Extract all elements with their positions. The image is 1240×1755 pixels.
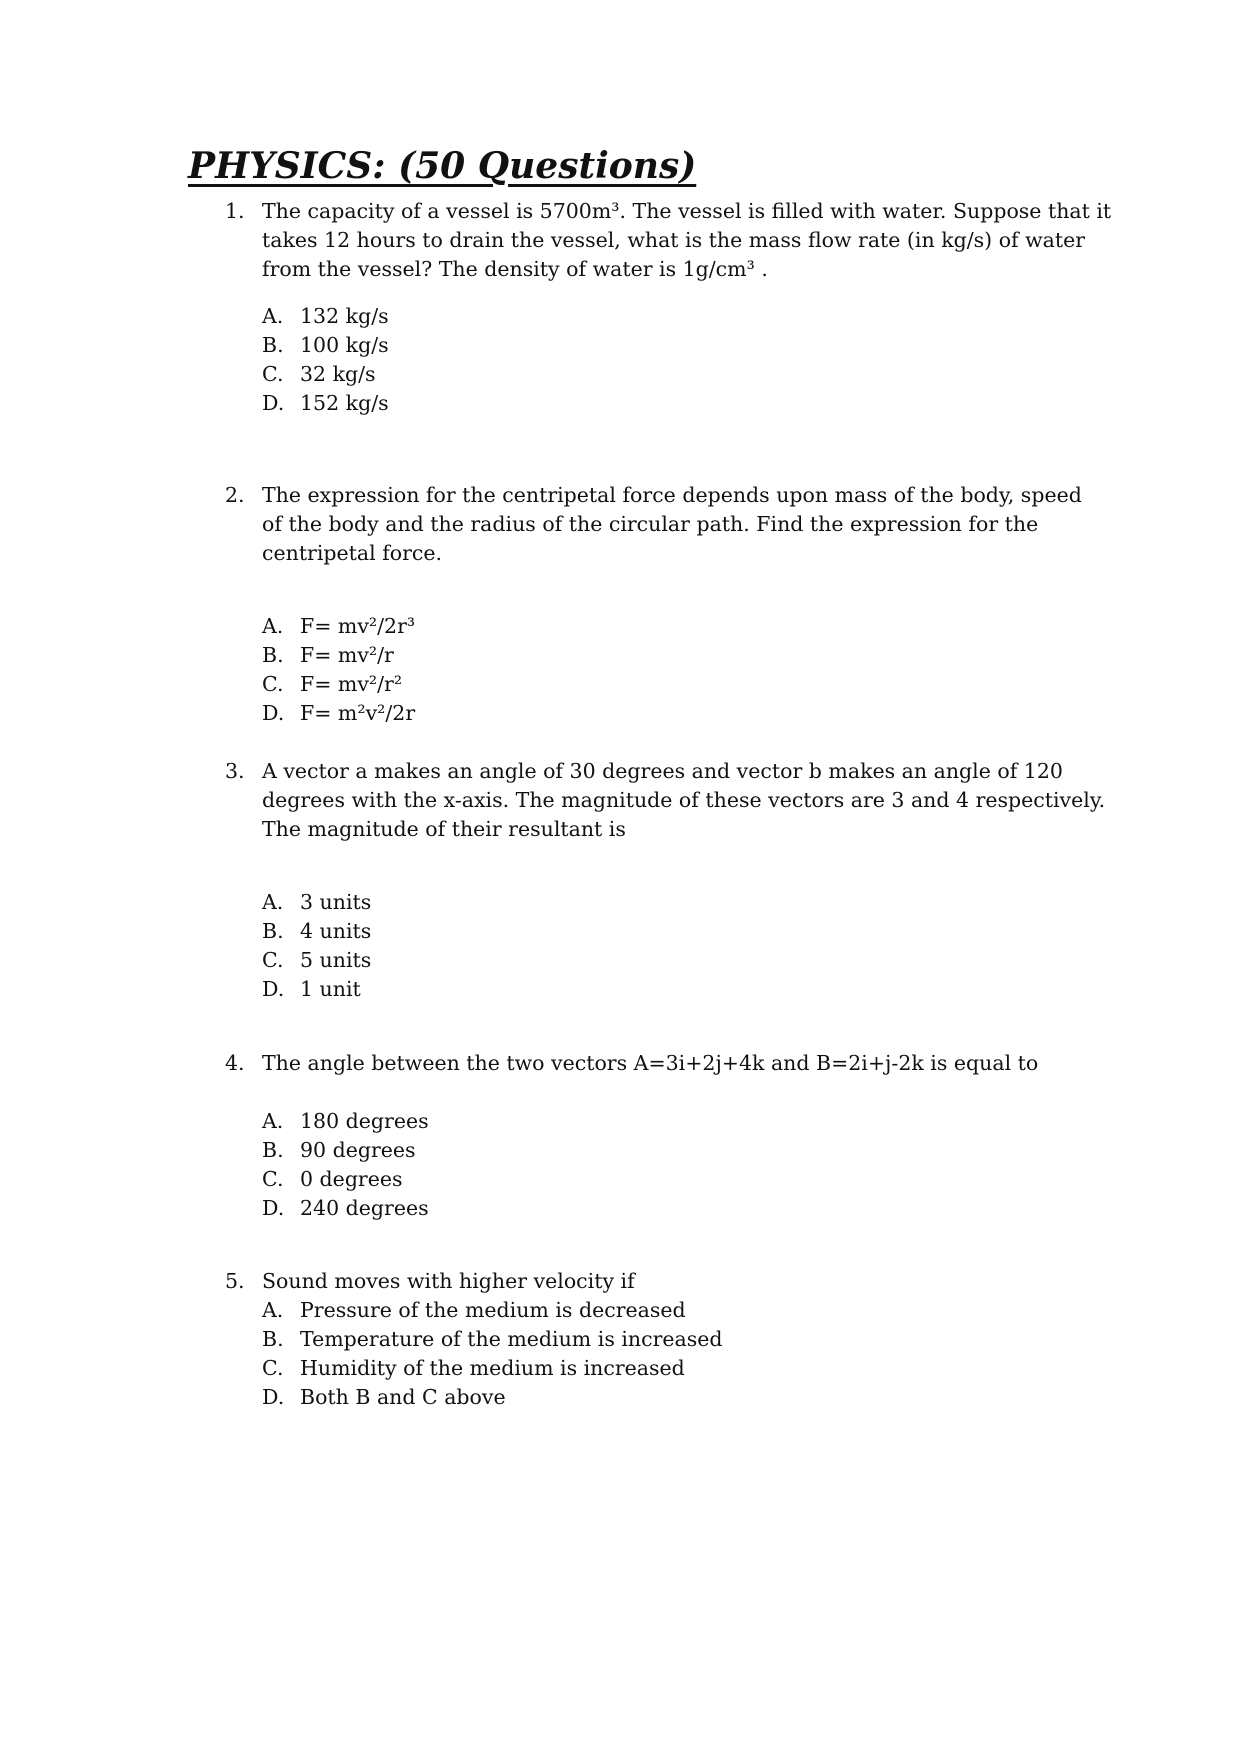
option-d bbox=[262, 389, 389, 418]
option-letter: C. bbox=[262, 1167, 284, 1191]
option-text: 0 degrees bbox=[300, 1167, 403, 1191]
option-letter: D. bbox=[262, 1385, 285, 1409]
option-a bbox=[262, 1107, 429, 1136]
option-letter: B. bbox=[262, 643, 284, 667]
option-list bbox=[262, 888, 371, 1004]
option-text: 90 degrees bbox=[300, 1138, 416, 1162]
question-text bbox=[262, 757, 1106, 844]
option-letter: B. bbox=[262, 333, 284, 357]
option-letter: D. bbox=[262, 1196, 285, 1220]
question-line: The capacity of a vessel is 5700m³. The vessel is filled with water. Suppose that it bbox=[262, 199, 1112, 223]
question-number: 4. bbox=[225, 1051, 245, 1075]
option-a bbox=[262, 1296, 723, 1325]
option-d bbox=[262, 1194, 429, 1223]
option-letter: B. bbox=[262, 1138, 284, 1162]
option-list bbox=[262, 612, 415, 728]
option-a bbox=[262, 888, 371, 917]
option-letter: C. bbox=[262, 948, 284, 972]
option-text: Humidity of the medium is increased bbox=[300, 1356, 685, 1380]
option-letter: D. bbox=[262, 977, 285, 1001]
question-text bbox=[262, 1049, 1062, 1078]
question-line: of the body and the radius of the circular path. Find the expression for the bbox=[262, 512, 1039, 536]
option-text: 5 units bbox=[300, 948, 372, 972]
option-b bbox=[262, 917, 371, 946]
option-list bbox=[262, 1296, 723, 1412]
option-d bbox=[262, 975, 371, 1004]
option-letter: C. bbox=[262, 362, 284, 386]
question-line: from the vessel? The density of water is 1g/cm³ . bbox=[262, 257, 768, 281]
option-text: Both B and C above bbox=[300, 1385, 506, 1409]
option-list bbox=[262, 1107, 429, 1223]
option-text: Temperature of the medium is increased bbox=[300, 1327, 723, 1351]
option-letter: A. bbox=[262, 1109, 284, 1133]
option-text: 132 kg/s bbox=[300, 304, 389, 328]
question-text bbox=[262, 481, 1082, 568]
option-letter: C. bbox=[262, 672, 284, 696]
option-letter: C. bbox=[262, 1356, 284, 1380]
question-line: The expression for the centripetal force depends upon mass of the body, speed bbox=[262, 483, 1082, 507]
option-a bbox=[262, 302, 389, 331]
option-c bbox=[262, 946, 371, 975]
question-line: The angle between the two vectors A=3i+2j+4k and B=2i+j-2k is equal to bbox=[262, 1051, 1039, 1075]
option-letter: D. bbox=[262, 391, 285, 415]
option-list bbox=[262, 302, 389, 418]
option-text: 100 kg/s bbox=[300, 333, 389, 357]
question-number: 3. bbox=[225, 759, 245, 783]
option-text: 240 degrees bbox=[300, 1196, 429, 1220]
option-c bbox=[262, 1354, 723, 1383]
question-line: takes 12 hours to drain the vessel, what is the mass flow rate (in kg/s) of water bbox=[262, 228, 1086, 252]
question-line: The magnitude of their resultant is bbox=[262, 817, 626, 841]
option-b bbox=[262, 641, 415, 670]
question-number: 5. bbox=[225, 1269, 245, 1293]
option-d bbox=[262, 1383, 723, 1412]
option-text: Pressure of the medium is decreased bbox=[300, 1298, 686, 1322]
question-number: 2. bbox=[225, 483, 245, 507]
option-letter: A. bbox=[262, 890, 284, 914]
option-text: 32 kg/s bbox=[300, 362, 376, 386]
option-b bbox=[262, 1325, 723, 1354]
question-line: degrees with the x-axis. The magnitude of these vectors are 3 and 4 respectively. bbox=[262, 788, 1106, 812]
page-title: PHYSICS: (50 Questions) bbox=[188, 145, 697, 187]
question-text bbox=[262, 1267, 1062, 1296]
option-letter: A. bbox=[262, 304, 284, 328]
question-text bbox=[262, 197, 1112, 284]
option-letter: D. bbox=[262, 701, 285, 725]
option-b bbox=[262, 331, 389, 360]
option-text: F= mv²/2r³ bbox=[300, 614, 416, 638]
question-line: Sound moves with higher velocity if bbox=[262, 1269, 635, 1293]
question-number: 1. bbox=[225, 199, 245, 223]
option-text: F= mv²/r bbox=[300, 643, 394, 667]
option-a bbox=[262, 612, 415, 641]
question-line: centripetal force. bbox=[262, 541, 443, 565]
option-text: 152 kg/s bbox=[300, 391, 389, 415]
option-text: 1 unit bbox=[300, 977, 361, 1001]
option-text: F= mv²/r² bbox=[300, 672, 403, 696]
option-letter: B. bbox=[262, 919, 284, 943]
option-text: 4 units bbox=[300, 919, 372, 943]
option-c bbox=[262, 1165, 429, 1194]
option-b bbox=[262, 1136, 429, 1165]
option-text: F= m²v²/2r bbox=[300, 701, 416, 725]
option-d bbox=[262, 699, 415, 728]
option-text: 3 units bbox=[300, 890, 372, 914]
question-line: A vector a makes an angle of 30 degrees and vector b makes an angle of 120 bbox=[262, 759, 1063, 783]
option-c bbox=[262, 360, 389, 389]
option-letter: A. bbox=[262, 1298, 284, 1322]
option-letter: A. bbox=[262, 614, 284, 638]
option-c bbox=[262, 670, 415, 699]
option-letter: B. bbox=[262, 1327, 284, 1351]
option-text: 180 degrees bbox=[300, 1109, 429, 1133]
